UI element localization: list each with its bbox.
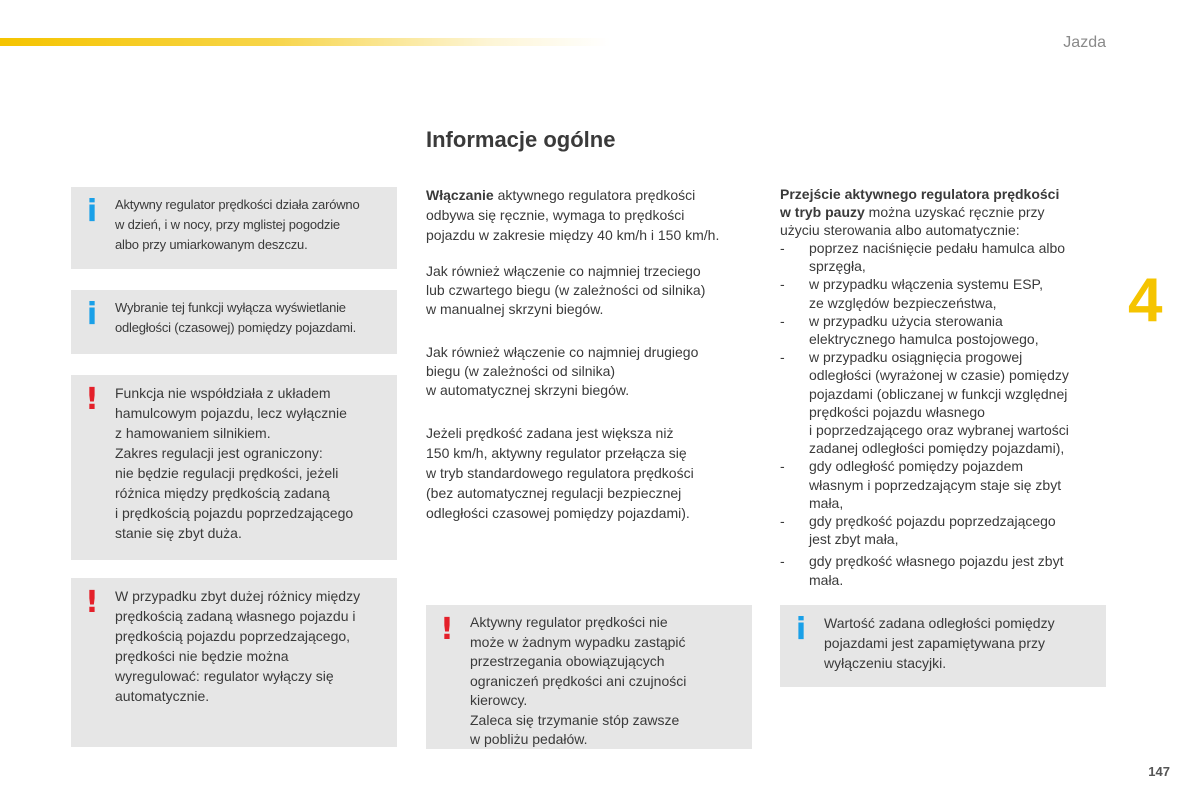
list-item: - w przypadku osiągnięcia progowej odległości (wyrażonej w czasie) pomiędzy pojazdami (obliczanej w funkcji względnej prędkości pojazdu własnego i poprzedzającego oraz wybranej wartości zadanej odległości pomiędzy pojazdami), — [780, 348, 1110, 457]
pause-conditions-list — [780, 239, 1110, 590]
note-text: Wybranie tej funkcji wyłącza wyświetlanie odległości (czasowej) pomiędzy pojazdami. — [115, 300, 357, 335]
header-accent-bar — [0, 38, 610, 46]
list-item: - gdy odległość pomiędzy pojazdem własnym i poprzedzającym staje się zbyt mała, — [780, 457, 1110, 512]
info-icon: i — [795, 612, 807, 647]
pause-text: można uzyskać ręcznie przy użyciu sterowania albo automatycznie: — [780, 204, 1045, 239]
section-name: Jazda — [1063, 34, 1106, 51]
note-text: W przypadku zbyt dużej różnicy między prędkością zadaną własnego pojazdu i prędkością pojazdu poprzedzającego, prędkości nie będzie można wyregulować: regulator wyłączy się automatycznie. — [115, 588, 361, 704]
note-text: Wartość zadana odległości pomiędzy pojazdami jest zapamiętywana przy wyłączeniu stacyjki. — [824, 615, 1055, 671]
note-text: Funkcja nie współdziała z układem hamulcowym pojazdu, lecz wyłącznie z hamowaniem silnikiem. Zakres regulacji jest ograniczony: nie będzie regulacji prędkości, jeżeli różnica między prędkością zadaną i prędkością pojazdu poprzedzającego stanie się zbyt duża. — [115, 385, 354, 541]
warning-note-3 — [426, 605, 752, 749]
paragraph-speed-limit: Jeżeli prędkość zadana jest większa niż 150 km/h, aktywny regulator przełącza się w tryb standardowego regulatora prędkości (bez automatycznej regulacji bezpiecznej odległości czasowej pomiędzy pojazdami). — [426, 425, 694, 521]
page-title: Informacje ogólne — [426, 127, 616, 152]
paragraph-automatic-gear: Jak również włączenie co najmniej drugiego biegu (w zależności od silnika) w automatycznej skrzyni biegów. — [426, 344, 699, 398]
warning-icon: ! — [85, 382, 99, 417]
list-item: - gdy prędkość własnego pojazdu jest zbyt mała. — [780, 552, 1110, 590]
paragraph-manual-gear: Jak również włączenie co najmniej trzeciego lub czwartego biegu (w zależności od silnika) w manualnej skrzyni biegów. — [426, 263, 706, 317]
paragraph-pause-intro — [780, 185, 1110, 240]
pause-term: Przejście aktywnego regulatora prędkości w tryb pauzy — [780, 186, 1060, 221]
note-text: Aktywny regulator prędkości nie może w żadnym wypadku zastąpić przestrzegania obowiązujących ograniczeń prędkości ani czujności kierowcy. Zaleca się trzymanie stóp zawsze w pobliżu pedałów. — [470, 614, 687, 747]
list-item: - w przypadku włączenia systemu ESP, ze względów bezpieczeństwa, — [780, 275, 1110, 311]
info-icon: i — [86, 194, 98, 229]
warning-note-1 — [71, 375, 397, 560]
note-text: Aktywny regulator prędkości działa zarówno w dzień, i w nocy, przy mglistej pogodzie albo przy umiarkowanym deszczu. — [115, 197, 360, 252]
info-icon: i — [86, 297, 98, 332]
chapter-number: 4 — [1128, 266, 1163, 335]
info-note-3 — [780, 605, 1106, 687]
page-number: 147 — [1148, 764, 1170, 779]
activation-text: aktywnego regulatora prędkości odbywa się ręcznie, wymaga to prędkości pojazdu w zakresie między 40 km/h i 150 km/h. — [426, 187, 720, 243]
activation-term: Włączanie — [426, 187, 494, 203]
warning-icon: ! — [85, 585, 99, 620]
warning-icon: ! — [440, 612, 454, 647]
info-note-2 — [71, 290, 397, 354]
list-item: - w przypadku użycia sterowania elektrycznego hamulca postojowego, — [780, 312, 1110, 348]
list-item: - gdy prędkość pojazdu poprzedzającego jest zbyt mała, — [780, 512, 1110, 548]
list-item: - poprzez naciśnięcie pedału hamulca albo sprzęgła, — [780, 239, 1110, 275]
paragraph-activation — [426, 185, 766, 245]
warning-note-2 — [71, 578, 397, 747]
info-note-1 — [71, 187, 397, 269]
